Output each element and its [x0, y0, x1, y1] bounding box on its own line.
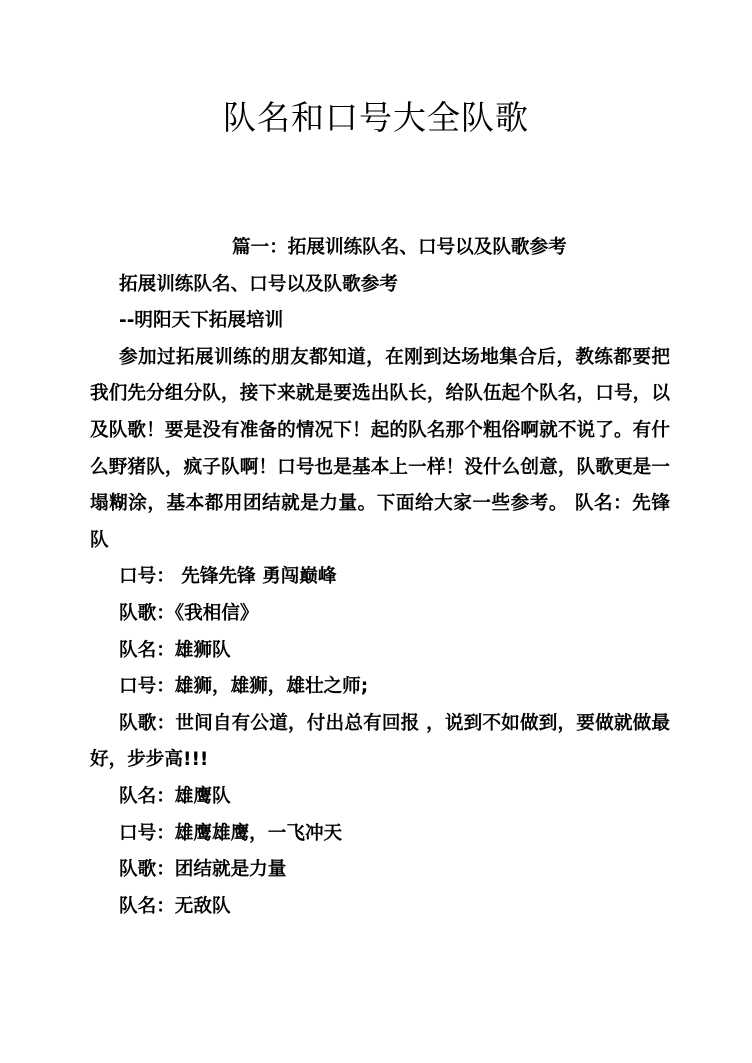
section-heading: 拓展训练队名、口号以及队歌参考	[119, 273, 398, 295]
team1-song: 队歌：《我相信》	[119, 602, 259, 624]
team3-slogan: 口号：雄鹰雄鹰，一飞冲天	[119, 822, 343, 844]
document-body	[90, 230, 670, 925]
team4-name: 队名：无敌队	[119, 895, 231, 917]
intro-paragraph: 参加过拓展训练的朋友都知道，在刚到达场地集合后，教练都要把我们先分组分队，接下来就是要选出队长，给队伍起个队名，口号，以及队歌！要是没有准备的情况下！起的队名那个粗俗啊就不说了。有什么野猪队，疯子队啊！口号也是基本上一样！没什么创意，队歌更是一塌糊涂，基本都用团结就是力量。下面给大家一些参考。 队名：先锋队	[90, 346, 670, 551]
section-subtitle: 篇一：拓展训练队名、口号以及队歌参考	[232, 237, 567, 258]
source-line: --明阳天下拓展培训	[119, 310, 284, 332]
team3-name: 队名：雄鹰队	[119, 785, 231, 807]
team2-name: 队名：雄狮队	[119, 639, 231, 661]
team2-slogan: 口号：雄狮，雄狮，雄壮之师;	[119, 676, 369, 698]
team3-song: 队歌：团结就是力量	[119, 859, 287, 881]
document-title: 队名和口号大全队歌	[223, 98, 529, 137]
team1-slogan: 口号： 先锋先锋 勇闯巅峰	[119, 566, 337, 588]
team2-song: 队歌：世间自有公道，付出总有回报 ，说到不如做到，要做就做最好，步步高!!!	[90, 712, 670, 771]
